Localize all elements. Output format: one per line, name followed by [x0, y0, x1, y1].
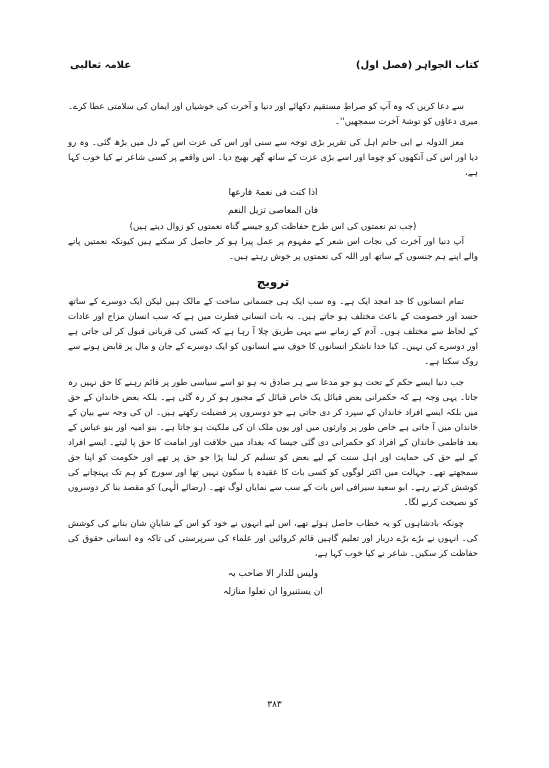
paragraph: تمام انسانوں کا جد امجد ایک ہے۔ وہ سب ایک ہی جسمانی ساخت کے مالک ہیں لیکن ایک دوسرے کے ساتھ حسد اور خصومت کے باعث مختلف ہو جاتے ہیں۔ یہ بات انسانی فطرت میں ہے کہ سب انسان مزاج اور عادات کے لحاظ سے مختلف ہوں۔ آدم کے زمانے سے یہی طریق چلا آ رہا ہے کہ کسی کی قربانی قبول کر لی جاتی ہے اور دوسرے کی نہیں۔ کیا خدا ناشکر انسانوں کا خوف سے انسانوں کو ایک دوسرے کے جان و مال پر قابض ہونے سے روک سکتا ہے۔: [68, 297, 478, 367]
verse-line: اذا کنت فی نعمۃ فارعھا: [228, 188, 318, 198]
paragraph: معز الدولہ نے ابی حاتم اہل کی تقریر بڑی توجہ سے سنی اور اس کی عزت اس کے دل میں بڑھ گئی۔ وہ رو دیا اور اس کی آنکھوں کو چوما اور اسے بڑی عزت کے ساتھ گھر بھیج دیا۔ اس واقعے پر کسی شاعر نے کیا خوب کہا ہے،: [68, 138, 478, 178]
section-heading: ترویج: [256, 275, 290, 289]
author-name: علامہ ثعالبی: [70, 60, 132, 71]
verse-line: ان یستنیروا ان تعلوا منازلہ: [223, 587, 323, 597]
verse-translation: (جب تم نعمتوں کی اس طرح حفاظت کرو جیسے گناہ نعمتوں کو زوال دیتے ہیں): [129, 222, 417, 232]
book-title: کتاب الجواہر (فصل اول): [355, 60, 479, 71]
page-number: ۳۸۳: [267, 700, 282, 710]
paragraph: آپ دنیا اور آخرت کی نجات اس شعر کے مفہوم پر عمل پیرا ہو کر حاصل کر سکتے ہیں کیونکہ نعمتیں پانے والے اپنے ہم جنسوں کے ساتھ اور اللہ کی نعمتوں پر خوش رہتے ہیں۔: [68, 237, 478, 262]
verse-line: ولیس للدار الا صاحب بہ: [227, 569, 319, 579]
paragraph: سے دعا کریں کہ وہ آپ کو صراطِ مستقیم دکھائے اور دنیا و آخرت کی خوشیاں اور ایمان کی سلامتی عطا کرے۔ میری دعاؤں کو توشۂ آخرت سمجھیں''۔: [68, 102, 478, 127]
paragraph: جب دنیا ایسے حکم کے تحت ہو جو مدعا سے ہر صادق نہ ہو تو اسے سیاسی طور پر قائم رہنے کا حق نہیں رہ جاتا۔ یہی وجہ ہے کہ حکمرانی بعض قبائل یک خاص قبائل کے مجبور ہو کر رہ گئی ہے۔ بلکہ بعض خاندان کے حق میں بلکہ ایسے افراد خاندان کے سپرد کر دی جاتی ہے جو دوسروں پر فضیلت رکھتے ہیں۔ ان کی وجہ سے بیان کے خاندان میں آ جاتی ہے خاص طور پر وارثوں میں اور یوں ملک ان کی ملکیت ہو جاتا ہے۔ بنو امیہ اور بنو عباس کے بعد فاطمی خاندان کے افراد کو حکمرانی دی گئی جیسا کہ بغداد میں خلافت اور امامت کا حق پا لیتے۔ ایسے افراد کے لیے حق کی حمایت اور اہل سنت کے لیے بعض کو تسلیم کر لینا پڑا جو حق پر تھے اور حکومت کو اپنا حق سمجھتے تھے۔ جہالت میں اکثر لوگوں کو کسی بات کا عقیدہ یا سکون نہیں تھا اور سورج کو ہم تک پہنچانے کی کوشش کرتے رہے۔ ابو سعید سیرافی اس بات کے سب سے نمایاں لوگ تھے۔ (رضائے الٰہی) کو مقصد بنا کر دوسروں کو نصیحت کرنے لگا۔: [68, 378, 478, 508]
paragraph: چونکہ بادشاہوں کو یہ خطاب حاصل ہوئے تھے، اس لیے انہوں نے خود کو اس کے شایانِ شان بنانے کی کوشش کی۔ انہوں نے بڑے بڑے دربار اور تعلیم گاہیں قائم کروائیں اور علماء کی سرپرستی کی تاکہ وہ انسانی حقوق کی حفاظت کر سکیں۔ شاعر نے کیا خوب کہا ہے،: [68, 519, 478, 559]
page-body: [68, 100, 478, 601]
verse-line: فان المعاصی تزیل النعم: [228, 206, 318, 216]
page-header: [70, 60, 479, 80]
